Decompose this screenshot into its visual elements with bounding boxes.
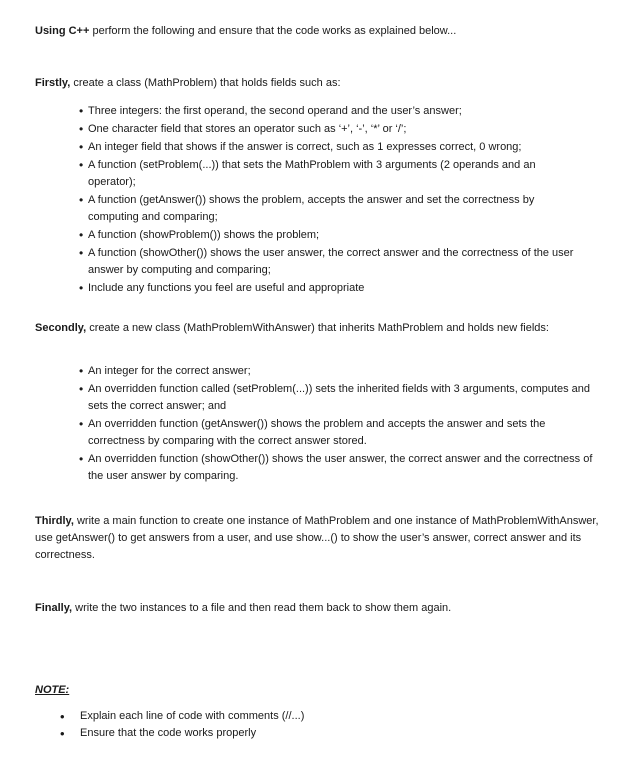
first-text: create a class (MathProblem) that holds fields such as: bbox=[70, 77, 341, 89]
third-section-paragraph bbox=[35, 513, 600, 564]
list-item: • Include any functions you feel are useful and appropriate bbox=[79, 280, 584, 297]
list-item: • Ensure that the code works properly bbox=[58, 725, 578, 742]
list-item: • An overridden function called (setProblem(...)) sets the inherited fields with 3 arguments, computes and sets the correct answer; and bbox=[79, 381, 594, 415]
second-bullet-list bbox=[79, 363, 594, 486]
final-text: write the two instances to a file and then read them back to show them again. bbox=[72, 602, 452, 614]
list-item: • A function (getAnswer()) shows the problem, accepts the answer and set the correctness by computing and comparing; bbox=[79, 192, 584, 226]
second-lead: Secondly, bbox=[35, 322, 87, 334]
list-item: • Three integers: the first operand, the second operand and the user’s answer; bbox=[79, 103, 584, 120]
third-lead: Thirdly, bbox=[35, 515, 74, 527]
list-item: • An overridden function (getAnswer()) shows the problem and accepts the answer and sets the correctness by comparing with the correct answer stored. bbox=[79, 416, 594, 450]
intro-language: Using C++ bbox=[35, 25, 90, 37]
list-item: • An integer for the correct answer; bbox=[79, 363, 594, 380]
list-item: • A function (showProblem()) shows the problem; bbox=[79, 227, 584, 244]
first-lead: Firstly, bbox=[35, 77, 71, 89]
intro-text: perform the following and ensure that the code works as explained below... bbox=[89, 25, 457, 37]
note-bullet-list bbox=[58, 708, 578, 742]
intro-paragraph bbox=[35, 23, 600, 40]
list-item: • One character field that stores an operator such as ‘+’, ‘-’, ‘*’ or ‘/’; bbox=[79, 121, 584, 138]
list-item: • A function (showOther()) shows the user answer, the correct answer and the correctness of the user answer by computing and comparing; bbox=[79, 245, 584, 279]
first-section-heading bbox=[35, 75, 600, 92]
list-item: • An overridden function (showOther()) shows the user answer, the correct answer and the correctness of the user answer by comparing. bbox=[79, 451, 594, 485]
list-item: • An integer field that shows if the answer is correct, such as 1 expresses correct, 0 wrong; bbox=[79, 139, 584, 156]
list-item: • Explain each line of code with comments (//...) bbox=[58, 708, 578, 725]
list-item: • A function (setProblem(...)) that sets the MathProblem with 3 arguments (2 operands and an operator); bbox=[79, 157, 584, 191]
final-lead: Finally, bbox=[35, 602, 73, 614]
note-heading: NOTE: bbox=[35, 684, 70, 696]
final-section-paragraph bbox=[35, 600, 600, 617]
first-bullet-list bbox=[79, 103, 584, 298]
second-section-heading bbox=[35, 320, 600, 337]
second-text: create a new class (MathProblemWithAnswer) that inherits MathProblem and holds new fields: bbox=[86, 322, 549, 334]
third-text: write a main function to create one instance of MathProblem and one instance of MathProblemWithAnswer, use getAnswer() to get answers from a user, and use show...() to show the user’s answer, correct answer and its correctness. bbox=[35, 515, 599, 561]
